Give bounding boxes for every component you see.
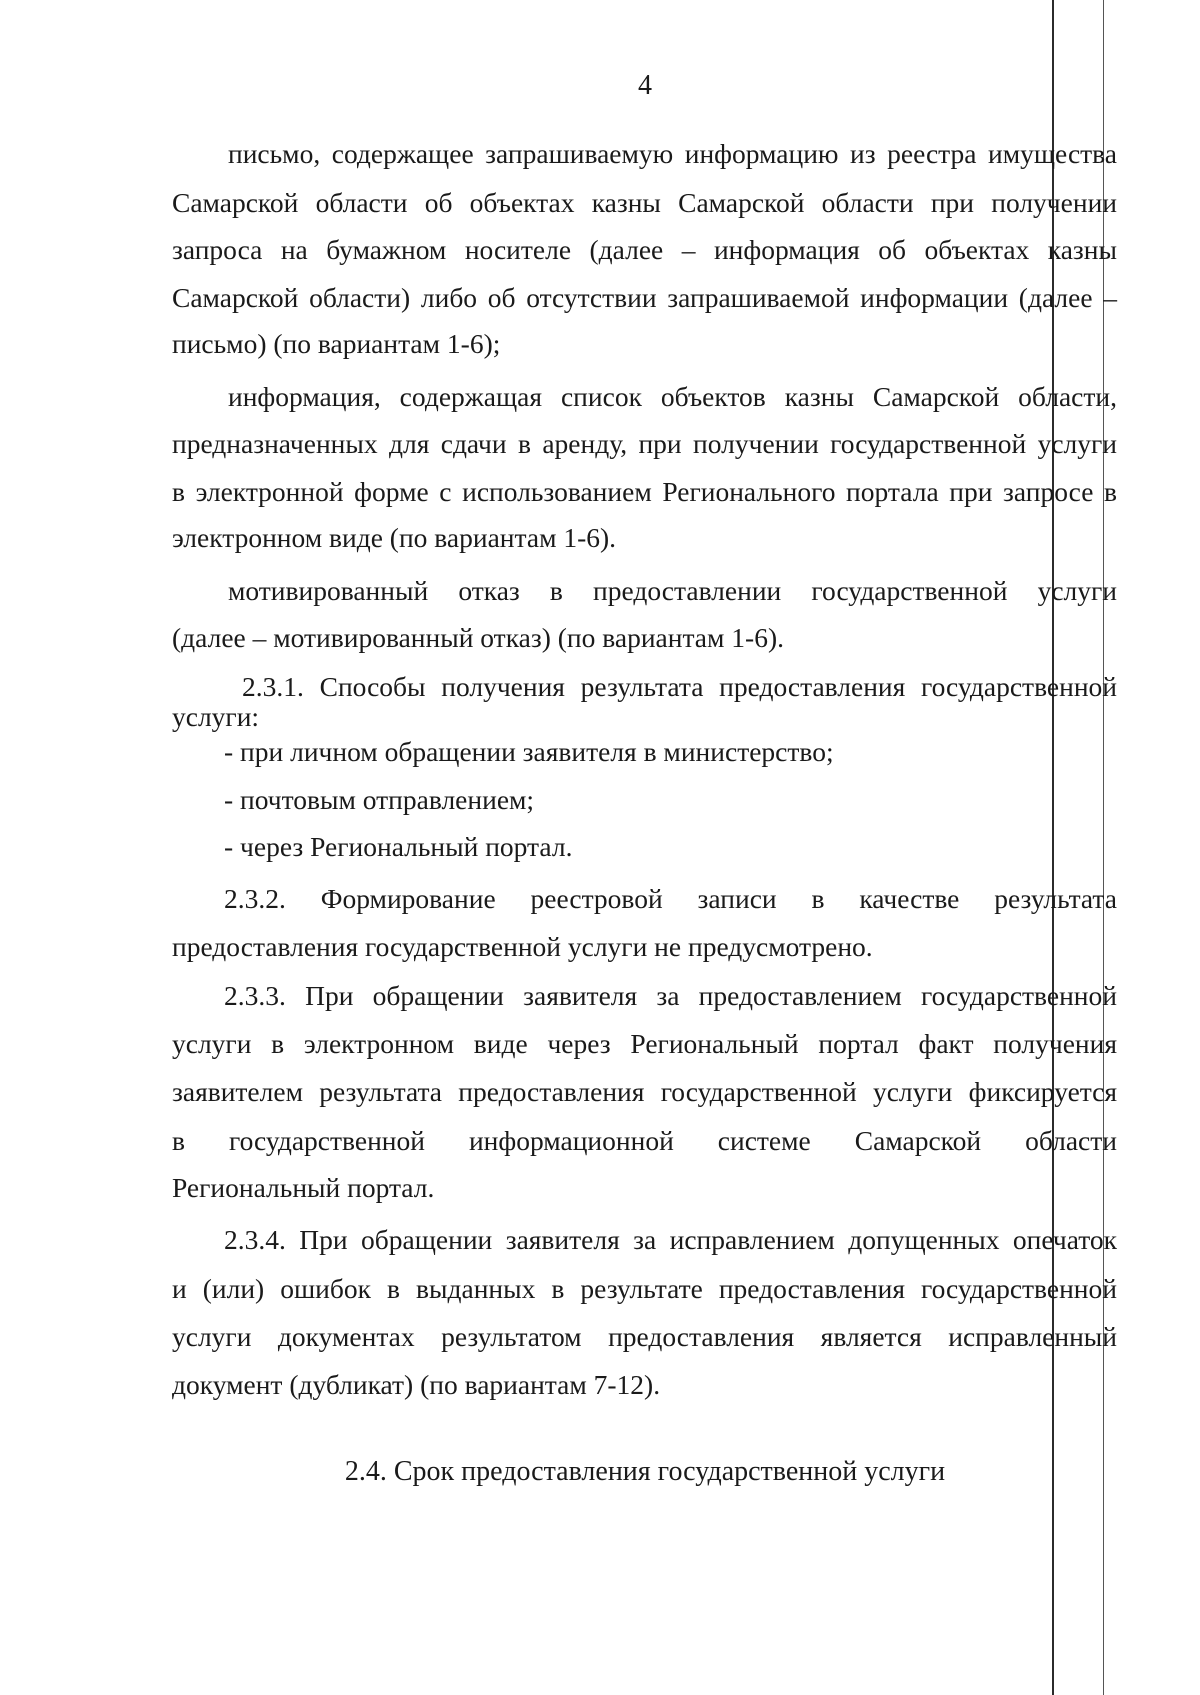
text-line: Региональный портал. [172, 1172, 435, 1203]
text-line: запроса на бумажном носителе (далее – информация об объектах казны [172, 234, 1117, 265]
text-line: - при личном обращении заявителя в министерство; [224, 736, 834, 767]
text-line: письмо, содержащее запрашиваемую информацию из реестра имущества [228, 138, 1117, 169]
section-heading: 2.4. Срок предоставления государственной услуги [344, 1456, 946, 1487]
text-line: 2.3.3. При обращении заявителя за предоставлением государственной [224, 980, 1117, 1011]
text-line: предоставления государственной услуги не предусмотрено. [172, 931, 873, 962]
text-line: 2.3.4. При обращении заявителя за исправлением допущенных опечаток [224, 1224, 1117, 1255]
text-line: мотивированный отказ в предоставлении государственной услуги [228, 575, 1117, 606]
text-line: - почтовым отправлением; [224, 784, 535, 815]
text-line: в электронной форме с использованием Регионального портала при запросе в [172, 476, 1117, 507]
text-line: услуги документах результатом предоставления является исправленный [172, 1321, 1117, 1352]
text-line: Самарской области) либо об отсутствии запрашиваемой информации (далее – [172, 282, 1117, 313]
text-line: услуги в электронном виде через Региональный портал факт получения [172, 1028, 1117, 1059]
text-line: - через Региональный портал. [224, 831, 573, 862]
text-line: заявителем результата предоставления государственной услуги фиксируется [172, 1076, 1117, 1107]
text-line: Самарской области об объектах казны Самарской области при получении [172, 187, 1117, 218]
text-line: (далее – мотивированный отказ) (по вариантам 1-6). [172, 622, 784, 653]
text-line: информация, содержащая список объектов казны Самарской области, [228, 381, 1117, 412]
text-line: 2.3.1. Способы получения результата предоставления государственной [242, 671, 1117, 702]
text-line: электронном виде (по вариантам 1-6). [172, 522, 617, 553]
text-line: письмо) (по вариантам 1-6); [172, 328, 501, 359]
text-line: и (или) ошибок в выданных в результате предоставления государственной [172, 1273, 1117, 1304]
text-line: 2.3.2. Формирование реестровой записи в качестве результата [224, 883, 1117, 914]
text-line: в государственной информационной системе Самарской области [172, 1125, 1117, 1156]
text-line: услуги: [172, 701, 260, 732]
text-line: предназначенных для сдачи в аренду, при получении государственной услуги [172, 428, 1117, 459]
text-line: документ (дубликат) (по вариантам 7-12). [172, 1369, 661, 1400]
page-number: 4 [638, 70, 652, 101]
